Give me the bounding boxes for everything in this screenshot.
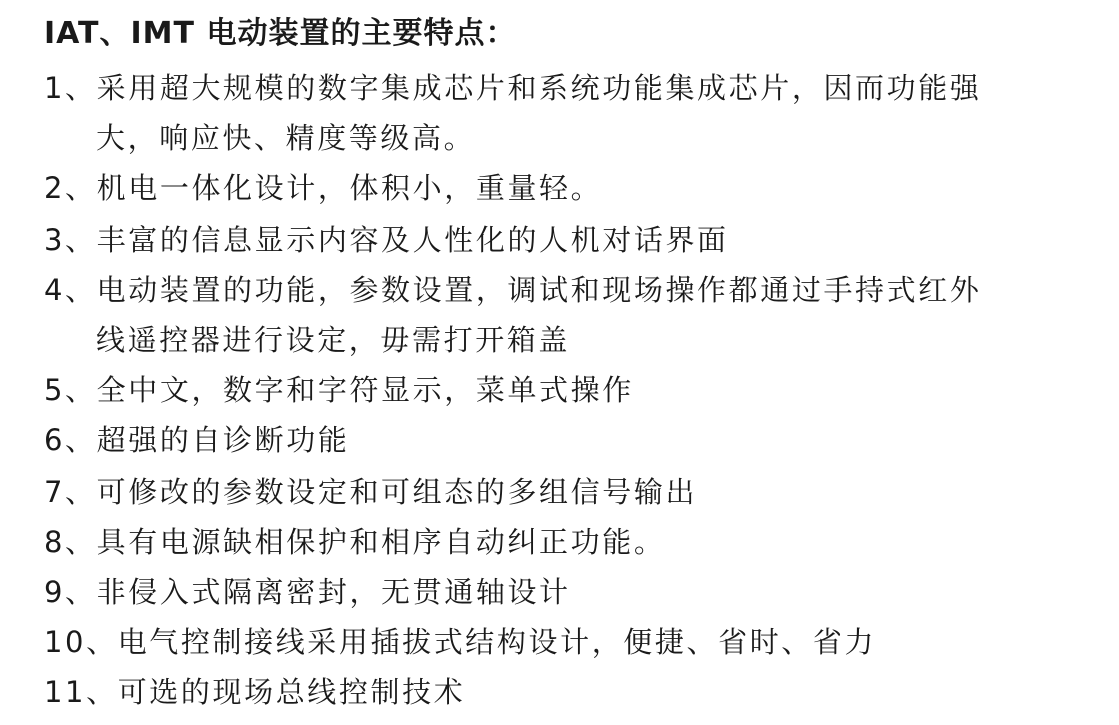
feature-item-1-line-1: 1、采用超大规模的数字集成芯片和系统功能集成芯片，因而功能强 <box>44 71 982 105</box>
feature-item-3: 3、丰富的信息显示内容及人性化的人机对话界面 <box>44 223 729 257</box>
feature-item-10: 10、电气控制接线采用插拔式结构设计，便捷、省时、省力 <box>44 625 877 659</box>
feature-item-8: 8、具有电源缺相保护和相序自动纠正功能。 <box>44 525 666 559</box>
feature-item-1-line-2: 大，响应快、精度等级高。 <box>96 121 476 155</box>
feature-item-11: 11、可选的现场总线控制技术 <box>44 675 466 709</box>
feature-item-9: 9、非侵入式隔离密封，无贯通轴设计 <box>44 575 571 609</box>
feature-item-5: 5、全中文，数字和字符显示，菜单式操作 <box>44 373 634 407</box>
feature-item-2: 2、机电一体化设计，体积小，重量轻。 <box>44 171 603 205</box>
feature-item-6: 6、超强的自诊断功能 <box>44 423 350 457</box>
feature-item-4-line-2: 线遥控器进行设定，毋需打开箱盖 <box>96 323 571 357</box>
document-title: IAT、IMT 电动装置的主要特点： <box>44 16 517 51</box>
feature-item-4-line-1: 4、电动装置的功能，参数设置，调试和现场操作都通过手持式红外 <box>44 273 982 307</box>
feature-item-7: 7、可修改的参数设定和可组态的多组信号输出 <box>44 475 698 509</box>
